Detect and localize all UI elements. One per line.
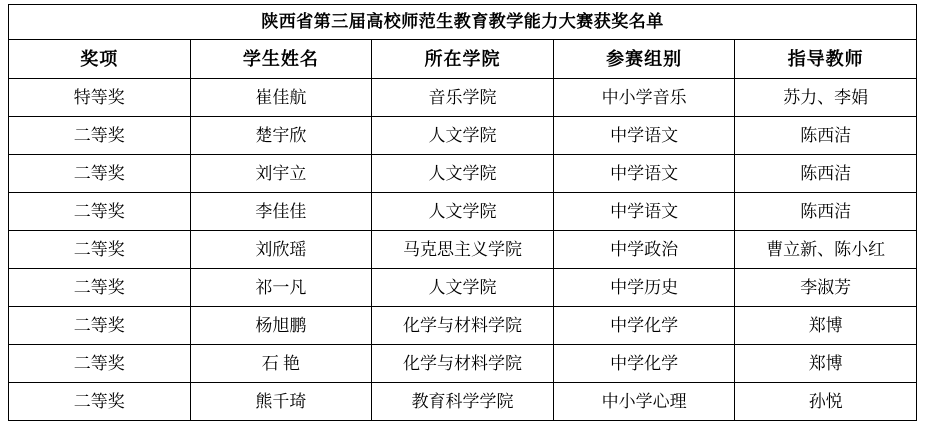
- document-title: 陕西省第三届高校师范生教育教学能力大赛获奖名单: [9, 5, 917, 40]
- table-row: [9, 345, 917, 383]
- cell-college: 教育科学学院: [372, 383, 554, 421]
- cell-college: 人文学院: [372, 117, 554, 155]
- cell-college: 马克思主义学院: [372, 231, 554, 269]
- cell-award: 二等奖: [9, 383, 191, 421]
- cell-teacher: 苏力、李娟: [735, 79, 917, 117]
- table-body: [9, 5, 917, 421]
- cell-student: 祁一凡: [190, 269, 372, 307]
- cell-award: 二等奖: [9, 307, 191, 345]
- table-title-row: [9, 5, 917, 40]
- cell-award: 二等奖: [9, 193, 191, 231]
- cell-award: 二等奖: [9, 269, 191, 307]
- cell-college: 人文学院: [372, 155, 554, 193]
- table-header-row: [9, 40, 917, 79]
- cell-group: 中小学音乐: [553, 79, 735, 117]
- cell-group: 中学政治: [553, 231, 735, 269]
- cell-award: 二等奖: [9, 345, 191, 383]
- table-row: [9, 307, 917, 345]
- cell-award: 特等奖: [9, 79, 191, 117]
- cell-teacher: 陈西洁: [735, 193, 917, 231]
- cell-teacher: 陈西洁: [735, 117, 917, 155]
- table-row: [9, 231, 917, 269]
- table-row: [9, 269, 917, 307]
- award-list-table: [8, 4, 917, 421]
- cell-college: 化学与材料学院: [372, 345, 554, 383]
- cell-college: 音乐学院: [372, 79, 554, 117]
- cell-teacher: 孙悦: [735, 383, 917, 421]
- cell-group: 中学语文: [553, 117, 735, 155]
- cell-group: 中学历史: [553, 269, 735, 307]
- cell-award: 二等奖: [9, 117, 191, 155]
- cell-group: 中学语文: [553, 155, 735, 193]
- column-header-college: 所在学院: [372, 40, 554, 79]
- cell-teacher: 李淑芳: [735, 269, 917, 307]
- cell-teacher: 郑博: [735, 345, 917, 383]
- cell-award: 二等奖: [9, 231, 191, 269]
- cell-college: 人文学院: [372, 269, 554, 307]
- cell-student: 石 艳: [190, 345, 372, 383]
- cell-group: 中学语文: [553, 193, 735, 231]
- cell-student: 李佳佳: [190, 193, 372, 231]
- table-row: [9, 155, 917, 193]
- cell-group: 中小学心理: [553, 383, 735, 421]
- table-row: [9, 117, 917, 155]
- table-row: [9, 193, 917, 231]
- cell-award: 二等奖: [9, 155, 191, 193]
- cell-teacher: 陈西洁: [735, 155, 917, 193]
- cell-student: 熊千琦: [190, 383, 372, 421]
- column-header-award: 奖项: [9, 40, 191, 79]
- cell-student: 刘宇立: [190, 155, 372, 193]
- cell-group: 中学化学: [553, 307, 735, 345]
- cell-college: 化学与材料学院: [372, 307, 554, 345]
- cell-student: 崔佳航: [190, 79, 372, 117]
- cell-student: 杨旭鹏: [190, 307, 372, 345]
- cell-student: 楚宇欣: [190, 117, 372, 155]
- column-header-teacher: 指导教师: [735, 40, 917, 79]
- cell-college: 人文学院: [372, 193, 554, 231]
- table-row: [9, 79, 917, 117]
- column-header-group: 参赛组别: [553, 40, 735, 79]
- cell-student: 刘欣瑶: [190, 231, 372, 269]
- cell-teacher: 郑博: [735, 307, 917, 345]
- cell-group: 中学化学: [553, 345, 735, 383]
- column-header-student: 学生姓名: [190, 40, 372, 79]
- cell-teacher: 曹立新、陈小红: [735, 231, 917, 269]
- table-row: [9, 383, 917, 421]
